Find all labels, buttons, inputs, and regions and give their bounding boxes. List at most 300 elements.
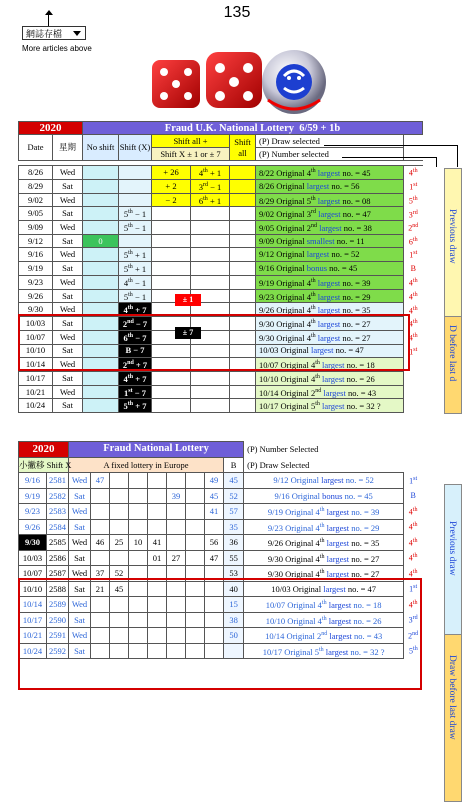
weekday-cell: Sat [69,612,91,628]
shift-x-cell [119,193,152,207]
date-cell: 10/14 [19,597,47,613]
original-result-cell: 10/03 Original largest no. = 47 [256,344,404,357]
ball-cell [167,473,186,489]
ball-cell: 15 [224,597,244,613]
ball-cell [129,519,148,535]
position-cell: 4th [408,522,418,533]
ball-cell [110,519,129,535]
position-cell: 2nd [408,223,419,234]
position-cell: 4th [408,305,418,316]
original-result-cell: 10/17 Original 5th largest no. = 32 ? [256,399,404,413]
position-cell: 3rd [408,615,418,626]
table2-title: Fraud National Lottery [69,442,244,458]
legend-arrow-line [457,145,458,167]
tag-pm1: ± 1 [175,294,201,306]
no-shift-cell [83,193,119,207]
draw-number-cell: 2589 [47,597,69,613]
header-shift-all: Shift all [230,135,256,161]
red-die-right-icon [206,52,262,108]
ball-cell [186,550,205,566]
date-cell: 9/16 [19,248,53,262]
original-result-cell: 9/19 Original 4th largest no. = 39 [244,504,404,520]
original-result-cell: 9/02 Original 3rd largest no. = 47 [256,207,404,221]
shift-all-cell [230,221,256,235]
table2-year: 2020 [19,442,69,458]
ball-cell [129,550,148,566]
table-row [19,371,423,385]
legend-draw-selected: (P) Draw selected [256,135,404,148]
position-cell: 4th [408,568,418,579]
ball-cell: 52 [110,566,129,582]
original-result-cell: 9/12 Original largest no. = 52 [244,473,404,489]
ball-cell [167,504,186,520]
shift-all-plus-cell: + 26 [152,166,191,180]
table-row [19,289,423,303]
ball-cell: 01 [148,550,167,566]
original-result-cell: 9/09 Original smallest no. = 11 [256,235,404,248]
ball-cell: 41 [205,504,224,520]
more-articles-text: More articles above [22,44,92,53]
date-cell: 9/12 [19,235,53,248]
position-cell: 4th [408,319,418,330]
ball-cell: 41 [148,535,167,551]
ball-cell [186,504,205,520]
subtitle-left: 小撇移 Shift X [19,457,69,473]
ball-cell [148,473,167,489]
original-result-cell: 9/30 Original 4th largest no. = 27 [244,550,404,566]
date-cell: 9/23 [19,504,47,520]
date-cell: 8/26 [19,166,53,180]
original-result-cell: 10/10 Original 4th largest no. = 26 [256,371,404,385]
legend-number-selected: (P) Number selected [256,148,404,161]
shift-pm-cell [191,275,230,289]
shift-x-cell: 5th − 1 [119,221,152,235]
side-draw-before-last-2: Draw before last draw [444,634,462,802]
table-row [19,504,423,520]
subtitle-fixed: A fixed lottery in Europe [69,457,224,473]
weekday-cell: Wed [53,193,83,207]
date-cell: 10/21 [19,628,47,644]
weekday-cell: Sat [69,581,91,597]
position-cell: 4th [408,506,418,517]
no-shift-cell [83,261,119,275]
no-shift-cell [83,221,119,235]
ball-cell [129,488,148,504]
table1-body [19,166,423,413]
shift-all-cell [230,193,256,207]
shift-all-plus-cell: − 2 [152,193,191,207]
ball-cell [148,519,167,535]
position-cell: 1st [409,181,418,192]
table-row [19,261,423,275]
original-result-cell: 9/23 Original 4th largest no. = 29 [256,289,404,303]
weekday-cell: Sat [53,344,83,357]
draw-number-cell: 2582 [47,488,69,504]
original-result-cell: 9/19 Original 4th largest no. = 39 [256,275,404,289]
date-cell: 10/07 [19,566,47,582]
weekday-cell: Wed [53,331,83,345]
position-cell: 4th [408,537,418,548]
table-row [19,473,423,489]
draw-number-cell: 2586 [47,550,69,566]
position-cell: 6th [408,236,418,247]
tag-pm7: ± 7 [175,327,201,339]
position-cell: 3rd [408,209,418,220]
ball-cell [148,504,167,520]
ball-cell: 21 [91,581,110,597]
position-cell: B [410,490,416,500]
shift-pm-cell [191,261,230,275]
up-arrow-icon [45,10,53,15]
ball-cell: 49 [205,473,224,489]
shift-x-cell: 5th − 1 [119,289,152,303]
original-result-cell: 8/29 Original 5th largest no. = 08 [256,193,404,207]
position-cell: 1st [409,250,418,260]
table-row [19,275,423,289]
weekday-cell: Sat [69,519,91,535]
draw-number-cell: 2587 [47,566,69,582]
ball-cell: 27 [167,550,186,566]
no-shift-cell [83,275,119,289]
original-result-cell: 10/14 Original 2nd largest no. = 43 [256,385,404,399]
date-cell: 9/19 [19,261,53,275]
draw-number-cell: 2592 [47,643,69,659]
shift-pm-cell [191,235,230,248]
table-row [19,235,423,248]
position-cell: 1st [409,475,418,486]
page-number: 135 [223,4,251,21]
side-previous-draw: Previous draw [444,168,462,318]
header-b: B [224,457,244,473]
shift-all-plus-cell [152,275,191,289]
ball-cell: 38 [224,612,244,628]
weekday-cell: Sat [69,550,91,566]
date-cell: 10/21 [19,385,53,399]
no-shift-cell [83,248,119,262]
shift-all-plus-cell [152,221,191,235]
shift-x-cell [119,166,152,180]
ball-cell [186,519,205,535]
table-row [19,535,423,551]
date-cell: 10/03 [19,550,47,566]
ball-cell [91,488,110,504]
no-shift-cell [83,371,119,385]
shift-x-cell: 5th + 1 [119,261,152,275]
ball-cell [91,504,110,520]
position-cell: 4th [408,599,418,610]
table-row [19,385,423,399]
shift-all-cell [230,289,256,303]
ball-cell [205,519,224,535]
weekday-cell: Sat [53,371,83,385]
ball-cell [91,519,110,535]
shift-x-cell: 2nd − 7 [119,317,152,331]
table-row [19,248,423,262]
shift-x-cell: 5th + 1 [119,248,152,262]
shift-all-cell [230,179,256,193]
shift-pm-cell [191,207,230,221]
original-result-cell: 8/22 Original 4th largest no. = 45 [256,166,404,180]
ball-cell: 45 [110,581,129,597]
shift-x-cell [119,235,152,248]
table-row [19,550,423,566]
weekday-cell: Sat [69,643,91,659]
legend-arrow-line [436,157,437,167]
ball-cell: 35 [224,519,244,535]
table-row [19,207,423,221]
weekday-cell: Wed [53,303,83,317]
no-shift-cell: 0 [83,235,119,248]
shift-all-plus-cell [152,371,191,385]
date-cell: 10/17 [19,612,47,628]
ball-cell: 50 [224,628,244,644]
shift-x-cell: 2nd + 7 [119,357,152,371]
original-result-cell: 9/30 Original 4th largest no. = 27 [256,331,404,345]
weekday-cell: Wed [53,166,83,180]
shift-pm-cell: 6th + 1 [191,193,230,207]
original-result-cell: 9/26 Original 4th largest no. = 35 [244,535,404,551]
date-cell: 9/26 [19,289,53,303]
year-cell: 2020 [19,122,83,135]
position-cell [404,371,423,385]
date-cell: 10/03 [19,317,53,331]
draw-number-cell: 2590 [47,612,69,628]
legend-number-selected-2: (P) Number Selected [247,444,319,455]
position-cell: 1st [409,584,418,595]
shift-x-cell: 4th + 7 [119,371,152,385]
archive-select[interactable] [22,26,86,40]
ball-cell: 47 [205,550,224,566]
ball-cell [148,488,167,504]
red-die-left-icon [152,60,200,108]
date-cell: 9/09 [19,221,53,235]
weekday-cell: Sat [53,179,83,193]
position-cell [404,385,423,399]
draw-number-cell: 2581 [47,473,69,489]
ball-cell [186,473,205,489]
table-row [19,399,423,413]
draw-number-cell: 2583 [47,504,69,520]
original-result-cell: 9/16 Original bonus no. = 45 [244,488,404,504]
date-cell: 9/23 [19,275,53,289]
header-weekday: 星期 [53,135,83,161]
shift-pm-cell [191,371,230,385]
date-cell: 10/14 [19,357,53,371]
weekday-cell: Wed [69,628,91,644]
shift-all-cell [230,261,256,275]
position-cell: 2nd [408,630,419,641]
weekday-cell: Wed [69,473,91,489]
legend-draw-selected-2: (P) Draw Selected [247,459,310,470]
shift-x-cell: B − 7 [119,344,152,357]
date-cell: 10/07 [19,331,53,345]
shift-pm-cell: 3rd − 1 [191,179,230,193]
position-cell [404,399,423,413]
ball-cell: 36 [224,535,244,551]
highlight-box-2 [18,578,422,690]
no-shift-cell [83,166,119,180]
legend-arrow-line [324,145,457,146]
shift-all-plus-cell [152,399,191,413]
shift-all-cell [230,207,256,221]
ball-cell: 46 [91,535,110,551]
draw-number-cell: 2585 [47,535,69,551]
ball-cell: 45 [205,488,224,504]
ball-cell [110,550,129,566]
dice-lottery-logo [148,38,326,122]
header-shift-all-plus: Shift all + [152,135,230,148]
table-row [19,488,423,504]
weekday-cell: Wed [53,385,83,399]
shift-all-cell [230,275,256,289]
header-shift-x: Shift (X) [119,135,152,161]
date-cell: 9/16 [19,473,47,489]
original-result-cell: 10/14 Original 2nd largest no. = 43 [244,628,404,644]
draw-number-cell: 2588 [47,581,69,597]
original-result-cell: 10/17 Original 5th largest no. = 32 ? [244,643,404,659]
position-cell: B [410,263,416,273]
table-row [19,193,423,207]
ball-cell: 56 [205,535,224,551]
original-result-cell: 8/26 Original largest no. = 56 [256,179,404,193]
table1-title: Fraud U.K. National Lottery 6/59 + 1b [83,122,423,135]
original-result-cell: 9/12 Original largest no. = 52 [256,248,404,262]
original-result-cell: 9/16 Original bonus no. = 45 [256,261,404,275]
ball-cell: 55 [224,550,244,566]
ball-cell: 52 [224,488,244,504]
weekday-cell: Wed [69,566,91,582]
shift-pm-cell [191,248,230,262]
ball-cell [129,504,148,520]
shift-x-cell: 4th + 7 [119,303,152,317]
weekday-cell: Sat [69,488,91,504]
original-result-cell: 10/07 Original 4th largest no. = 18 [256,357,404,371]
weekday-cell: Wed [53,221,83,235]
date-cell: 9/05 [19,207,53,221]
shift-all-plus-cell [152,248,191,262]
shift-pm-cell [191,385,230,399]
original-result-cell: 10/03 Original largest no. = 47 [244,581,404,597]
ball-cell: 37 [91,566,110,582]
no-shift-cell [83,399,119,413]
date-cell: 10/10 [19,581,47,597]
ball-cell: 25 [110,535,129,551]
shift-all-cell [230,166,256,180]
ball-cell [186,535,205,551]
date-cell: 9/30 [19,535,47,551]
position-cell: 4th [408,553,418,564]
weekday-cell: Sat [53,207,83,221]
ball-cell [110,504,129,520]
weekday-cell: Sat [53,235,83,248]
no-shift-cell [83,179,119,193]
shift-x-cell: 6th − 7 [119,331,152,345]
ball-cell [91,550,110,566]
original-result-cell: 9/05 Original 2nd largest no. = 38 [256,221,404,235]
no-shift-cell [83,289,119,303]
shift-all-plus-cell [152,385,191,399]
shift-all-plus-cell [152,207,191,221]
ball-cell: 47 [91,473,110,489]
original-result-cell: 9/30 Original 4th largest no. = 27 [256,317,404,331]
table-row [19,179,423,193]
no-shift-cell [83,385,119,399]
ball-cell: 57 [224,504,244,520]
original-result-cell: 9/30 Original 4th largest no. = 27 [244,566,404,582]
shift-all-cell [230,399,256,413]
date-cell: 9/26 [19,519,47,535]
shift-x-cell: 4th − 1 [119,275,152,289]
position-cell: 4th [408,277,418,288]
ball-cell [129,473,148,489]
ball-cell [186,488,205,504]
weekday-cell: Wed [53,357,83,371]
chevron-down-icon [73,31,81,36]
shift-x-cell [119,179,152,193]
position-cell: 1st [409,346,418,357]
position-cell: 4th [408,333,418,343]
position-cell: 4th [408,291,418,302]
position-cell: 5th [409,646,418,657]
shift-pm-cell: 4th + 1 [191,166,230,180]
side-previous-draw-2: Previous draw [444,484,462,636]
weekday-cell: Wed [69,597,91,613]
date-cell: 9/30 [19,303,53,317]
shift-x-cell: 5th − 1 [119,207,152,221]
table-row [19,519,423,535]
header-shift-x-pm: Shift X ± 1 or ± 7 [152,148,230,161]
table-row [19,221,423,235]
original-result-cell: 9/26 Original 4th largest no. = 35 [256,303,404,317]
ball-cell: 39 [167,488,186,504]
ball-cell: 53 [224,566,244,582]
shift-pm-cell [191,221,230,235]
date-cell: 9/02 [19,193,53,207]
date-cell: 10/24 [19,643,47,659]
national-lottery-logo-icon [262,50,326,114]
no-shift-cell [83,207,119,221]
shift-x-cell: 5th + 7 [119,399,152,413]
header-date: Date [19,135,53,161]
ball-cell [110,488,129,504]
side-draw-before-last: D before last d [444,316,462,414]
shift-all-plus-cell: + 2 [152,179,191,193]
original-result-cell: 10/07 Original 4th largest no. = 18 [244,597,404,613]
ball-cell [167,519,186,535]
date-cell: 9/19 [19,488,47,504]
shift-all-cell [230,385,256,399]
ball-cell: 40 [224,581,244,597]
date-cell: 8/29 [19,179,53,193]
weekday-cell: Wed [69,504,91,520]
ball-cell: 10 [129,535,148,551]
date-cell: 10/10 [19,344,53,357]
weekday-cell: Wed [53,275,83,289]
shift-all-cell [230,371,256,385]
position-cell: 4th [408,168,418,178]
shift-all-plus-cell [152,261,191,275]
weekday-cell: Sat [53,289,83,303]
ball-cell [167,535,186,551]
shift-all-cell [230,248,256,262]
shift-x-cell: 1st − 7 [119,385,152,399]
highlight-box-1 [18,314,410,371]
date-cell: 10/24 [19,399,53,413]
original-result-cell: 10/10 Original 4th largest no. = 26 [244,612,404,628]
date-cell: 10/17 [19,371,53,385]
weekday-cell: Sat [53,261,83,275]
legend-arrow-line [342,157,436,158]
